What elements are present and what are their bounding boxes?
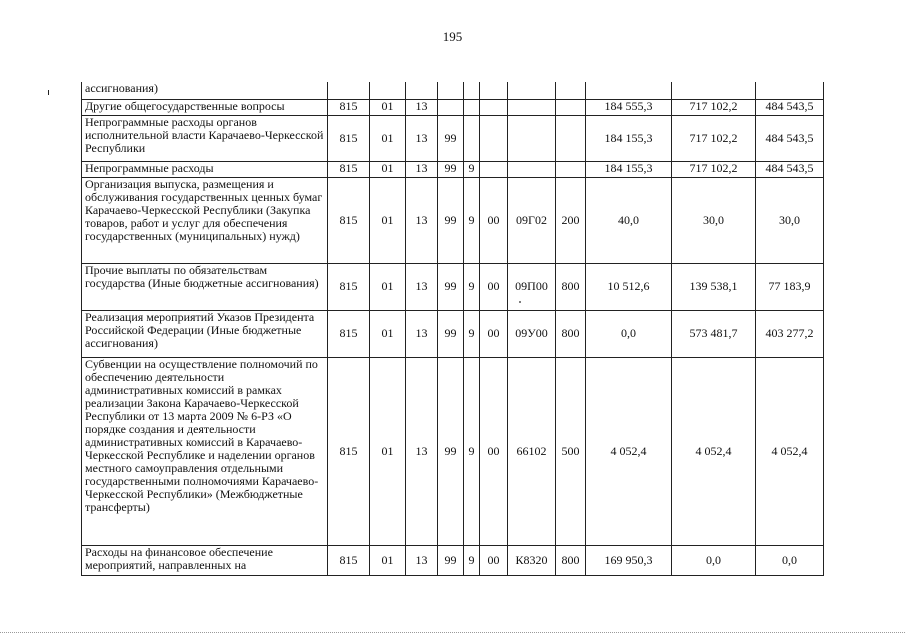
program-code: 99: [438, 115, 464, 161]
amount-year-1: 169 950,3: [586, 545, 672, 575]
admin-code: [328, 82, 370, 99]
admin-code: 815: [328, 177, 370, 263]
admin-code: 815: [328, 263, 370, 310]
expense-type: 800: [556, 545, 586, 575]
program-code: 99: [438, 545, 464, 575]
expense-type: [556, 99, 586, 115]
subprogram-code: [464, 82, 480, 99]
table-row: [82, 161, 824, 177]
row-name: Субвенции на осуществление полномочий по обеспечению деятельности административных комиссий в рамках реализации Закона Карачаево-Черкесской Республики от 13 марта 2009 № 6-РЗ «О порядке создания и деятельности административных комиссий в Карачаево-Черкесской Республике и наделении органов местного самоуправления отдельными государственными полномочиями Карачаево-Черкесской Республики» (Межбюджетные трансферты): [82, 357, 328, 545]
budget-table: [81, 82, 824, 576]
amount-year-3: 30,0: [756, 177, 824, 263]
section-code: 01: [370, 263, 406, 310]
amount-year-2: 717 102,2: [672, 99, 756, 115]
direction-code: 00: [480, 545, 508, 575]
amount-year-3: 484 543,5: [756, 115, 824, 161]
amount-year-1: [586, 82, 672, 99]
program-code: 99: [438, 310, 464, 357]
admin-code: 815: [328, 310, 370, 357]
expense-type: 200: [556, 177, 586, 263]
section-code: 01: [370, 545, 406, 575]
row-name: Другие общегосударственные вопросы: [82, 99, 328, 115]
program-code: [438, 82, 464, 99]
subsection-code: 13: [406, 99, 438, 115]
scan-edge: [0, 632, 905, 634]
amount-year-3: 4 052,4: [756, 357, 824, 545]
subprogram-code: 9: [464, 177, 480, 263]
amount-year-1: 4 052,4: [586, 357, 672, 545]
amount-year-2: 717 102,2: [672, 115, 756, 161]
subsection-code: 13: [406, 357, 438, 545]
program-code: 99: [438, 177, 464, 263]
section-code: 01: [370, 115, 406, 161]
amount-year-3: 403 277,2: [756, 310, 824, 357]
expense-type: 800: [556, 310, 586, 357]
subsection-code: 13: [406, 545, 438, 575]
row-name: Реализация мероприятий Указов Президента Российской Федерации (Иные бюджетные ассигнования): [82, 310, 328, 357]
scan-speck: [519, 301, 521, 303]
amount-year-2: 30,0: [672, 177, 756, 263]
amount-year-2: 573 481,7: [672, 310, 756, 357]
margin-tick: [48, 90, 49, 95]
table-row: [82, 99, 824, 115]
section-code: [370, 82, 406, 99]
amount-year-2: 139 538,1: [672, 263, 756, 310]
amount-year-1: 184 155,3: [586, 115, 672, 161]
row-name: Непрограммные расходы: [82, 161, 328, 177]
table-row: [82, 357, 824, 545]
direction-code: [480, 161, 508, 177]
expense-code: 66102: [508, 357, 556, 545]
section-code: 01: [370, 177, 406, 263]
expense-type: [556, 115, 586, 161]
table-row: [82, 263, 824, 310]
direction-code: [480, 99, 508, 115]
subprogram-code: 9: [464, 545, 480, 575]
expense-code: 09Г02: [508, 177, 556, 263]
admin-code: 815: [328, 545, 370, 575]
table-row: [82, 115, 824, 161]
row-name: ассигнования): [82, 82, 328, 99]
subprogram-code: 9: [464, 310, 480, 357]
admin-code: 815: [328, 115, 370, 161]
expense-code: [508, 82, 556, 99]
expense-type: 800: [556, 263, 586, 310]
table-row: [82, 310, 824, 357]
amount-year-2: 0,0: [672, 545, 756, 575]
expense-code: 09У00: [508, 310, 556, 357]
section-code: 01: [370, 357, 406, 545]
table-row: [82, 545, 824, 575]
direction-code: 00: [480, 310, 508, 357]
expense-code: [508, 161, 556, 177]
direction-code: [480, 115, 508, 161]
expense-code: [508, 99, 556, 115]
subprogram-code: [464, 99, 480, 115]
subprogram-code: [464, 115, 480, 161]
program-code: [438, 99, 464, 115]
amount-year-3: 484 543,5: [756, 161, 824, 177]
expense-code: 09П00: [508, 263, 556, 310]
amount-year-1: 184 155,3: [586, 161, 672, 177]
row-name: Расходы на финансовое обеспечение мероприятий, направленных на: [82, 545, 328, 575]
amount-year-2: 4 052,4: [672, 357, 756, 545]
amount-year-3: [756, 82, 824, 99]
amount-year-3: 0,0: [756, 545, 824, 575]
amount-year-2: [672, 82, 756, 99]
expense-type: [556, 161, 586, 177]
expense-code: К8320: [508, 545, 556, 575]
direction-code: [480, 82, 508, 99]
admin-code: 815: [328, 99, 370, 115]
subsection-code: 13: [406, 161, 438, 177]
amount-year-1: 40,0: [586, 177, 672, 263]
program-code: 99: [438, 263, 464, 310]
direction-code: 00: [480, 263, 508, 310]
table-row: [82, 177, 824, 263]
amount-year-3: 484 543,5: [756, 99, 824, 115]
row-name: Организация выпуска, размещения и обслуживания государственных ценных бумаг Карачаево-Черкесской Республики (Закупка товаров, работ и услуг для обеспечения государственных (муниципальных) нужд): [82, 177, 328, 263]
amount-year-3: 77 183,9: [756, 263, 824, 310]
amount-year-2: 717 102,2: [672, 161, 756, 177]
admin-code: 815: [328, 357, 370, 545]
section-code: 01: [370, 99, 406, 115]
subprogram-code: 9: [464, 357, 480, 545]
amount-year-1: 10 512,6: [586, 263, 672, 310]
direction-code: 00: [480, 177, 508, 263]
subprogram-code: 9: [464, 263, 480, 310]
program-code: 99: [438, 357, 464, 545]
expense-code: [508, 115, 556, 161]
amount-year-1: 184 555,3: [586, 99, 672, 115]
row-name: Прочие выплаты по обязательствам государства (Иные бюджетные ассигнования): [82, 263, 328, 310]
direction-code: 00: [480, 357, 508, 545]
subsection-code: 13: [406, 310, 438, 357]
subsection-code: 13: [406, 115, 438, 161]
subsection-code: [406, 82, 438, 99]
expense-type: [556, 82, 586, 99]
page-number: 195: [442, 29, 463, 44]
section-code: 01: [370, 310, 406, 357]
amount-year-1: 0,0: [586, 310, 672, 357]
subprogram-code: 9: [464, 161, 480, 177]
row-name: Непрограммные расходы органов исполнительной власти Карачаево-Черкесской Республики: [82, 115, 328, 161]
section-code: 01: [370, 161, 406, 177]
admin-code: 815: [328, 161, 370, 177]
subsection-code: 13: [406, 177, 438, 263]
table-row: [82, 82, 824, 99]
subsection-code: 13: [406, 263, 438, 310]
program-code: 99: [438, 161, 464, 177]
expense-type: 500: [556, 357, 586, 545]
